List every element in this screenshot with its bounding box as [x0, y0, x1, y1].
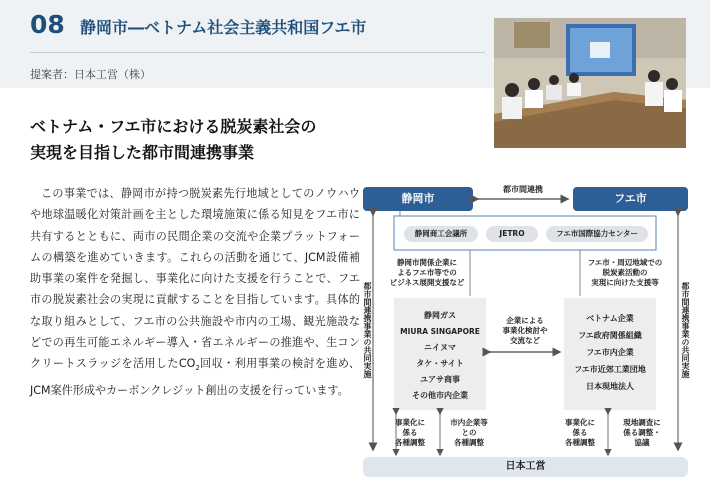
project-title-line1: ベトナム・フエ市における脱炭素社会の — [30, 117, 317, 136]
right-company: フエ市近郊工業団地 — [574, 365, 646, 374]
left-company: その他市内企業 — [412, 391, 468, 400]
bottom-note-2: 市内企業等 との 各種調整 — [450, 418, 488, 447]
nippon-koei-label: 日本工営 — [505, 461, 546, 472]
bottom-note-1: 事業化に 係る 各種調整 — [395, 418, 425, 447]
body-text-part2: 回収・利用事業の検討を進め、JCM案件形成やカーボンクレジット創出の支援を行っています。 — [30, 357, 360, 397]
project-title-line2: 実現を目指した都市間連携事業 — [30, 143, 255, 162]
org-jetro: JETRO — [499, 229, 525, 238]
left-company: ユアサ商事 — [420, 375, 460, 384]
middle-exchange-note: 企業による 事業化検討や 交流など — [502, 316, 548, 345]
left-company: MIURA SINGAPORE — [400, 327, 480, 336]
left-support-note: 静岡市関係企業に よるフエ市等での ビジネス展開支援など — [389, 258, 465, 287]
bottom-note-3: 事業化に 係る 各種調整 — [565, 418, 595, 447]
left-side-label: 都市間連携事業の共同実施 — [363, 282, 372, 378]
right-side-label: 都市間連携事業の共同実施 — [681, 282, 690, 378]
right-support-note: フエ市・周辺地域での 脱炭素活動の 実現に向けた支援等 — [587, 258, 663, 287]
org-shizuoka-chamber: 静岡商工会議所 — [414, 229, 468, 238]
hue-label: フエ市 — [614, 192, 647, 205]
right-company-list — [564, 310, 656, 395]
right-company: ベトナム企業 — [586, 314, 634, 323]
section-number: 08 — [30, 10, 65, 39]
bottom-note-4: 現地調査に 係る調整・ 協議 — [623, 418, 661, 447]
city-link-label: 都市間連携 — [503, 185, 543, 194]
right-company: フエ政府関係組織 — [578, 331, 642, 340]
left-company: 静岡ガス — [424, 311, 456, 320]
org-hue-intl-center: フエ市国際協力センター — [556, 229, 638, 238]
left-company: ニイヌマ — [424, 343, 456, 352]
co2-subscript: 2 — [195, 364, 200, 373]
left-company: タケ・サイト — [416, 359, 464, 368]
body-text-part1: この事業では、静岡市が持つ脱炭素先行地域としてのノウハウや地球温暖化対策計画を主とした環境施策に係る知見をフエ市に共有するとともに、両市の民間企業の交流や企業プラットフォームの構築を進めていきます。これらの活動を通じて、JCM設備補助事業の案件を発掘し、事業化に向けた支援を行うことで、フエ市の脱炭素社会の実現に貢献することを目指しています。具体的な取り組みとして、フエ市の公共施設や市内の工場、観光施設などでの再生可能エネルギー導入・省エネルギーの推進や、生コンクリートスラッジを活用したCO — [30, 187, 360, 371]
shizuoka-label: 静岡市 — [401, 192, 435, 205]
page-title: 静岡市―ベトナム社会主義共和国フエ市 — [80, 18, 367, 37]
proposer-label: 提案者：日本工営（株） — [30, 68, 151, 81]
right-company: 日本現地法人 — [586, 382, 634, 391]
left-company-list — [394, 308, 486, 404]
right-company: フエ市内企業 — [586, 348, 634, 357]
